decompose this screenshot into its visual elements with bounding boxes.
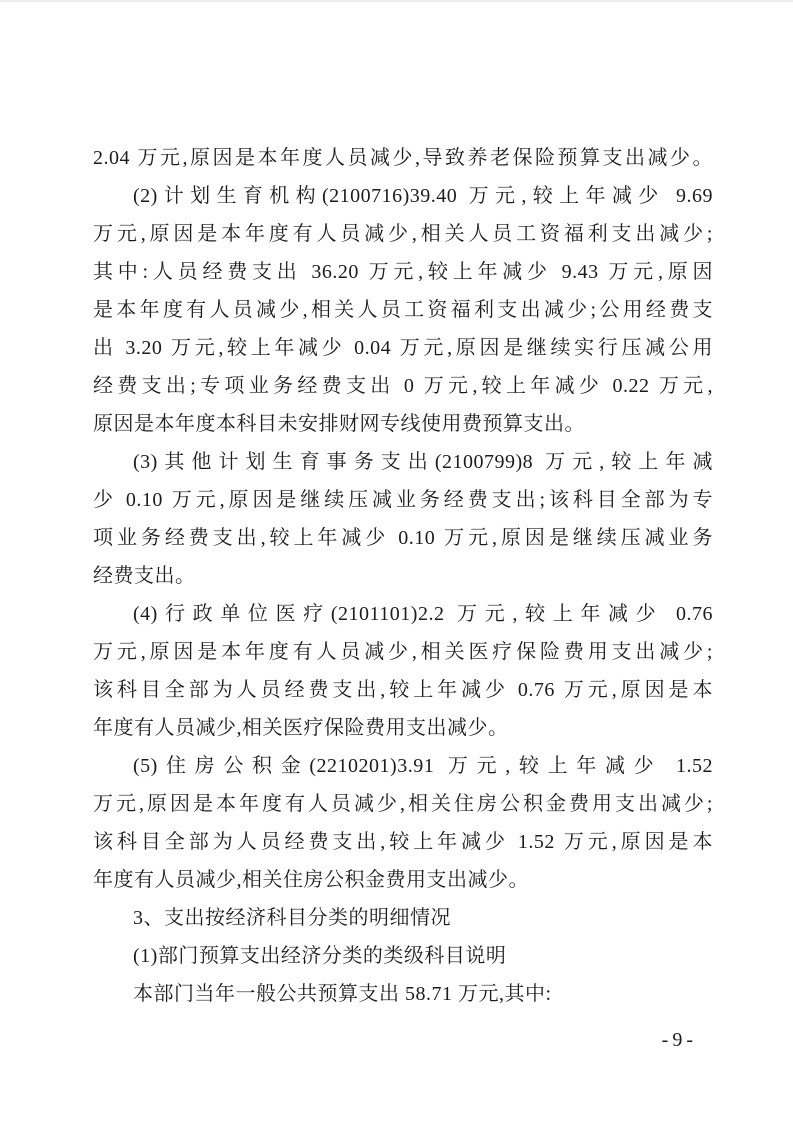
text-line: 该科目全部为人员经费支出,较上年减少 0.76 万元,原因是本 [93, 679, 713, 701]
text-line: 经费支出。 [93, 565, 196, 587]
text-line: (4)行政单位医疗(2101101)2.2 万元,较上年减少 0.76 [133, 603, 713, 625]
text-line: (5)住房公积金(2210201)3.91 万元,较上年减少 1.52 [133, 755, 713, 777]
text-line: 经费支出;专项业务经费支出 0 万元,较上年减少 0.22 万元, [93, 375, 713, 397]
text-line: 是本年度有人员减少,相关人员工资福利支出减少;公用经费支 [93, 299, 713, 321]
text-line: 该科目全部为人员经费支出,较上年减少 1.52 万元,原因是本 [93, 831, 713, 853]
text-line: 万元,原因是本年度有人员减少,相关人员工资福利支出减少; [93, 223, 713, 245]
text-line: 原因是本年度本科目未安排财网专线使用费预算支出。 [93, 413, 585, 435]
text-line: 3、支出按经济科目分类的明细情况 [133, 907, 451, 929]
text-line: (3)其他计划生育事务支出(2100799)8 万元,较上年减 [133, 451, 713, 473]
document-body [93, 139, 713, 1013]
text-line: 万元,原因是本年度有人员减少,相关住房公积金费用支出减少; [93, 793, 713, 815]
text-line: 2.04 万元,原因是本年度人员减少,导致养老保险预算支出减少。 [93, 147, 713, 169]
text-line: 年度有人员减少,相关住房公积金费用支出减少。 [93, 869, 529, 891]
text-line: 其中:人员经费支出 36.20 万元,较上年减少 9.43 万元,原因 [93, 261, 713, 283]
text-line: 项业务经费支出,较上年减少 0.10 万元,原因是继续压减业务 [93, 527, 713, 549]
text-line: (2)计划生育机构(2100716)39.40 万元,较上年减少 9.69 [133, 185, 713, 207]
text-line: 年度有人员减少,相关医疗保险费用支出减少。 [93, 717, 509, 739]
scan-edge-artifact [0, 0, 793, 2]
text-line: 本部门当年一般公共预算支出 58.71 万元,其中: [133, 983, 552, 1005]
text-line: 少 0.10 万元,原因是继续压减业务经费支出;该科目全部为专 [93, 489, 713, 511]
page-number: -9- [661, 1029, 697, 1051]
text-line: 出 3.20 万元,较上年减少 0.04 万元,原因是继续实行压减公用 [93, 337, 713, 359]
text-line: 万元,原因是本年度有人员减少,相关医疗保险费用支出减少; [93, 641, 713, 663]
text-line: (1)部门预算支出经济分类的类级科目说明 [133, 945, 507, 967]
